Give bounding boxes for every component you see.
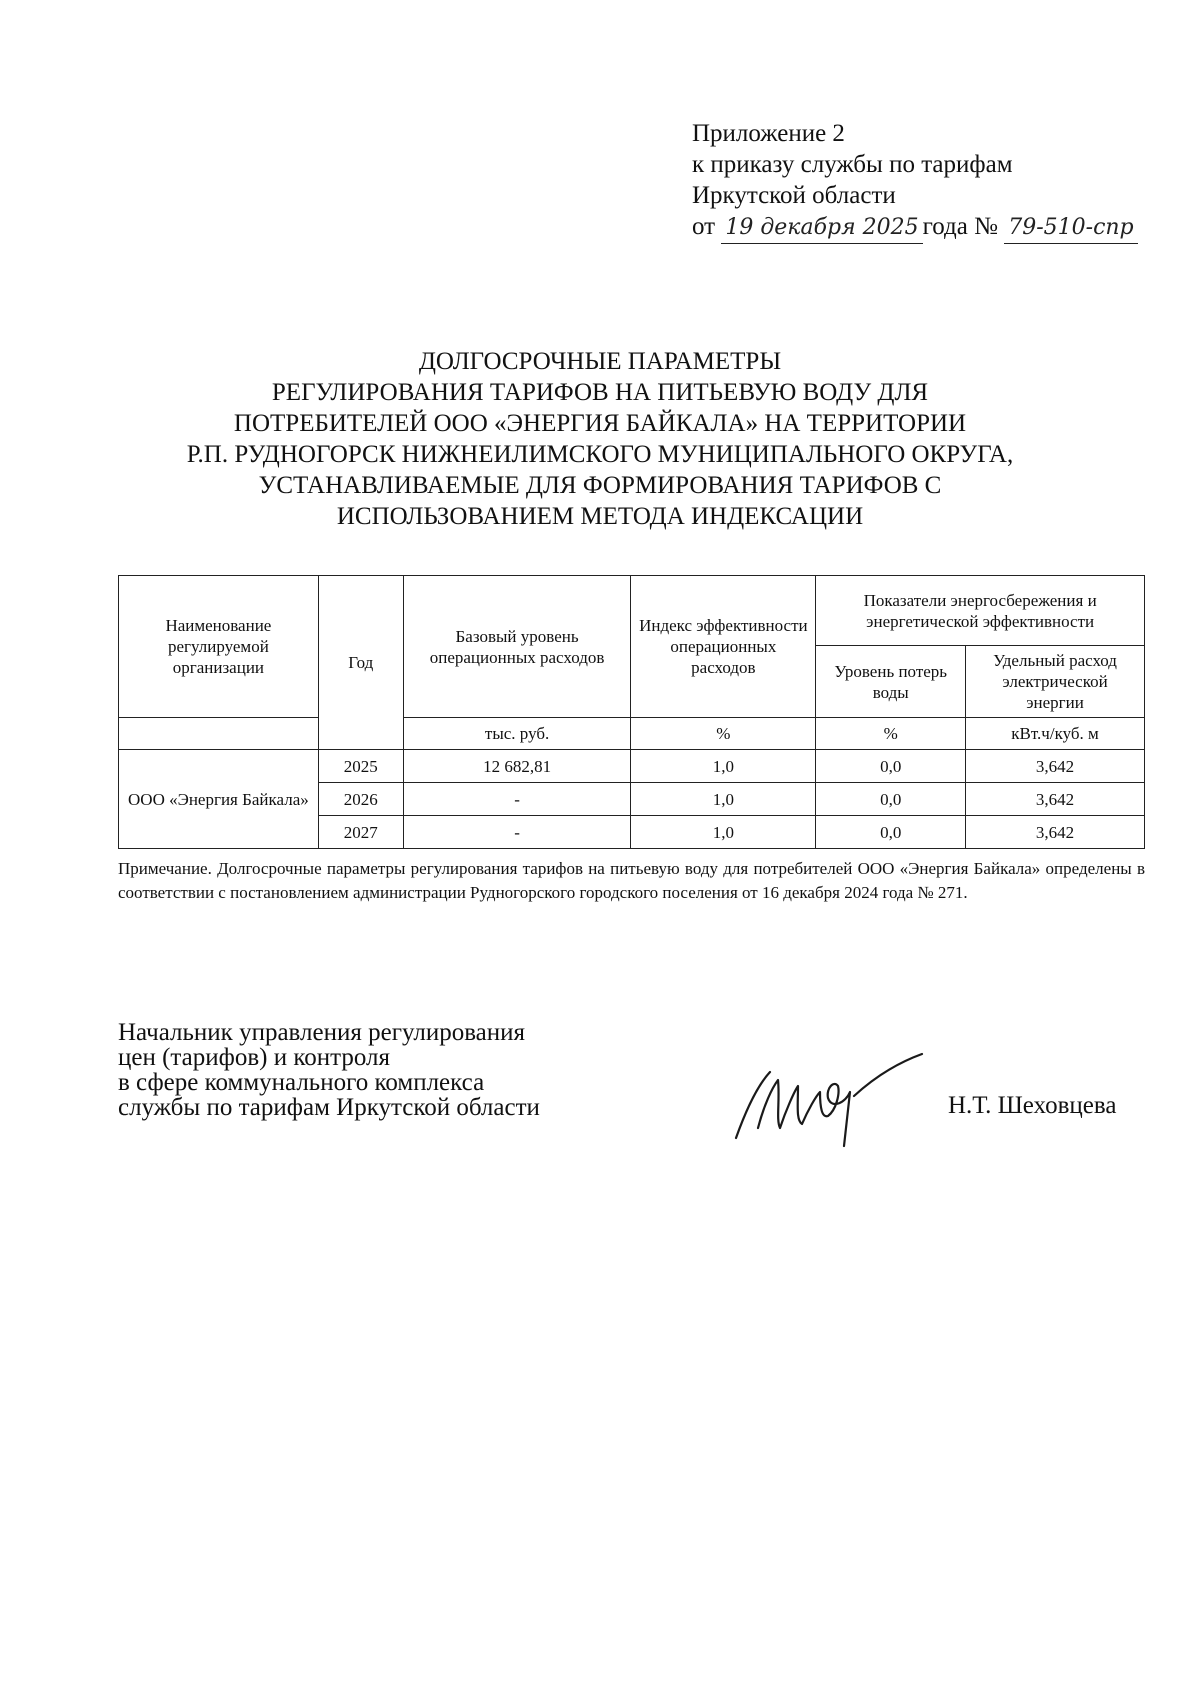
cell-index: 1,0 <box>631 750 816 783</box>
cell-specific: 3,642 <box>966 750 1145 783</box>
cell-specific: 3,642 <box>966 816 1145 849</box>
signer-position <box>118 1020 638 1120</box>
cell-specific: 3,642 <box>966 783 1145 816</box>
cell-base: 12 682,81 <box>403 750 631 783</box>
title-line-4: Р.П. РУДНОГОРСК НИЖНЕИЛИМСКОГО МУНИЦИПАЛЬНОГО ОКРУГА, <box>186 441 1014 468</box>
annex-year-label: года № <box>922 213 998 240</box>
cell-loss: 0,0 <box>816 816 966 849</box>
table-note: Примечание. Долгосрочные параметры регулирования тарифов на питьевую воду для потребителей ООО «Энергия Байкала» определены в соответствии с постановлением администрации Рудногорского городского поселения от 16 декабря 2024 года № 271. <box>118 859 1145 902</box>
cell-index: 1,0 <box>631 783 816 816</box>
header-base: Базовый уровень операционных расходов <box>403 576 631 718</box>
cell-index: 1,0 <box>631 816 816 849</box>
unit-specific: кВт.ч/куб. м <box>966 718 1145 750</box>
cell-base: - <box>403 783 631 816</box>
cell-year: 2026 <box>318 783 403 816</box>
cell-loss: 0,0 <box>816 750 966 783</box>
header-org-unit-cell <box>119 718 319 750</box>
annex-line-1: Приложение 2 <box>692 120 845 147</box>
header-org: Наименование регулируемой организации <box>119 576 319 718</box>
signer-line-2: цен (тарифов) и контроля <box>118 1044 390 1071</box>
title-line-2: РЕГУЛИРОВАНИЯ ТАРИФОВ НА ПИТЬЕВУЮ ВОДУ ДЛЯ <box>271 379 929 406</box>
signer-name: Н.Т. Шеховцева <box>948 1092 1117 1119</box>
title-line-1: ДОЛГОСРОЧНЫЕ ПАРАМЕТРЫ <box>418 348 782 375</box>
header-energy-group: Показатели энергосбережения и энергетической эффективности <box>816 576 1145 646</box>
header-year: Год <box>318 576 403 750</box>
unit-base: тыс. руб. <box>403 718 631 750</box>
cell-year: 2027 <box>318 816 403 849</box>
table-row <box>119 750 1145 783</box>
header-index: Индекс эффективности операционных расходов <box>631 576 816 718</box>
handwritten-signature <box>728 1050 928 1150</box>
cell-base: - <box>403 816 631 849</box>
header-specific: Удельный расход электрической энергии <box>966 646 1145 718</box>
annex-number-handwritten: 79-510-спр <box>1004 212 1137 244</box>
unit-loss: % <box>816 718 966 750</box>
title-line-6: ИСПОЛЬЗОВАНИЕМ МЕТОДА ИНДЕКСАЦИИ <box>336 503 864 530</box>
annex-from-label: от <box>692 213 716 240</box>
title-line-3: ПОТРЕБИТЕЛЕЙ ООО «ЭНЕРГИЯ БАЙКАЛА» НА ТЕРРИТОРИИ <box>233 410 967 437</box>
parameters-table <box>118 575 1145 849</box>
signer-line-4: службы по тарифам Иркутской области <box>118 1094 540 1121</box>
annex-date-handwritten: 19 декабря 2025 <box>721 212 922 244</box>
annex-line-2: к приказу службы по тарифам <box>692 151 1013 178</box>
annex-header <box>692 118 1172 244</box>
annex-line-4 <box>692 211 1172 244</box>
unit-index: % <box>631 718 816 750</box>
cell-org-name: ООО «Энергия Байкала» <box>119 750 319 849</box>
cell-year: 2025 <box>318 750 403 783</box>
header-loss: Уровень потерь воды <box>816 646 966 718</box>
title-line-5: УСТАНАВЛИВАЕМЫЕ ДЛЯ ФОРМИРОВАНИЯ ТАРИФОВ С <box>258 472 942 499</box>
document-title <box>160 346 1040 532</box>
signer-line-3: в сфере коммунального комплекса <box>118 1069 485 1096</box>
cell-loss: 0,0 <box>816 783 966 816</box>
annex-line-3: Иркутской области <box>692 182 896 209</box>
signer-line-1: Начальник управления регулирования <box>118 1019 526 1046</box>
